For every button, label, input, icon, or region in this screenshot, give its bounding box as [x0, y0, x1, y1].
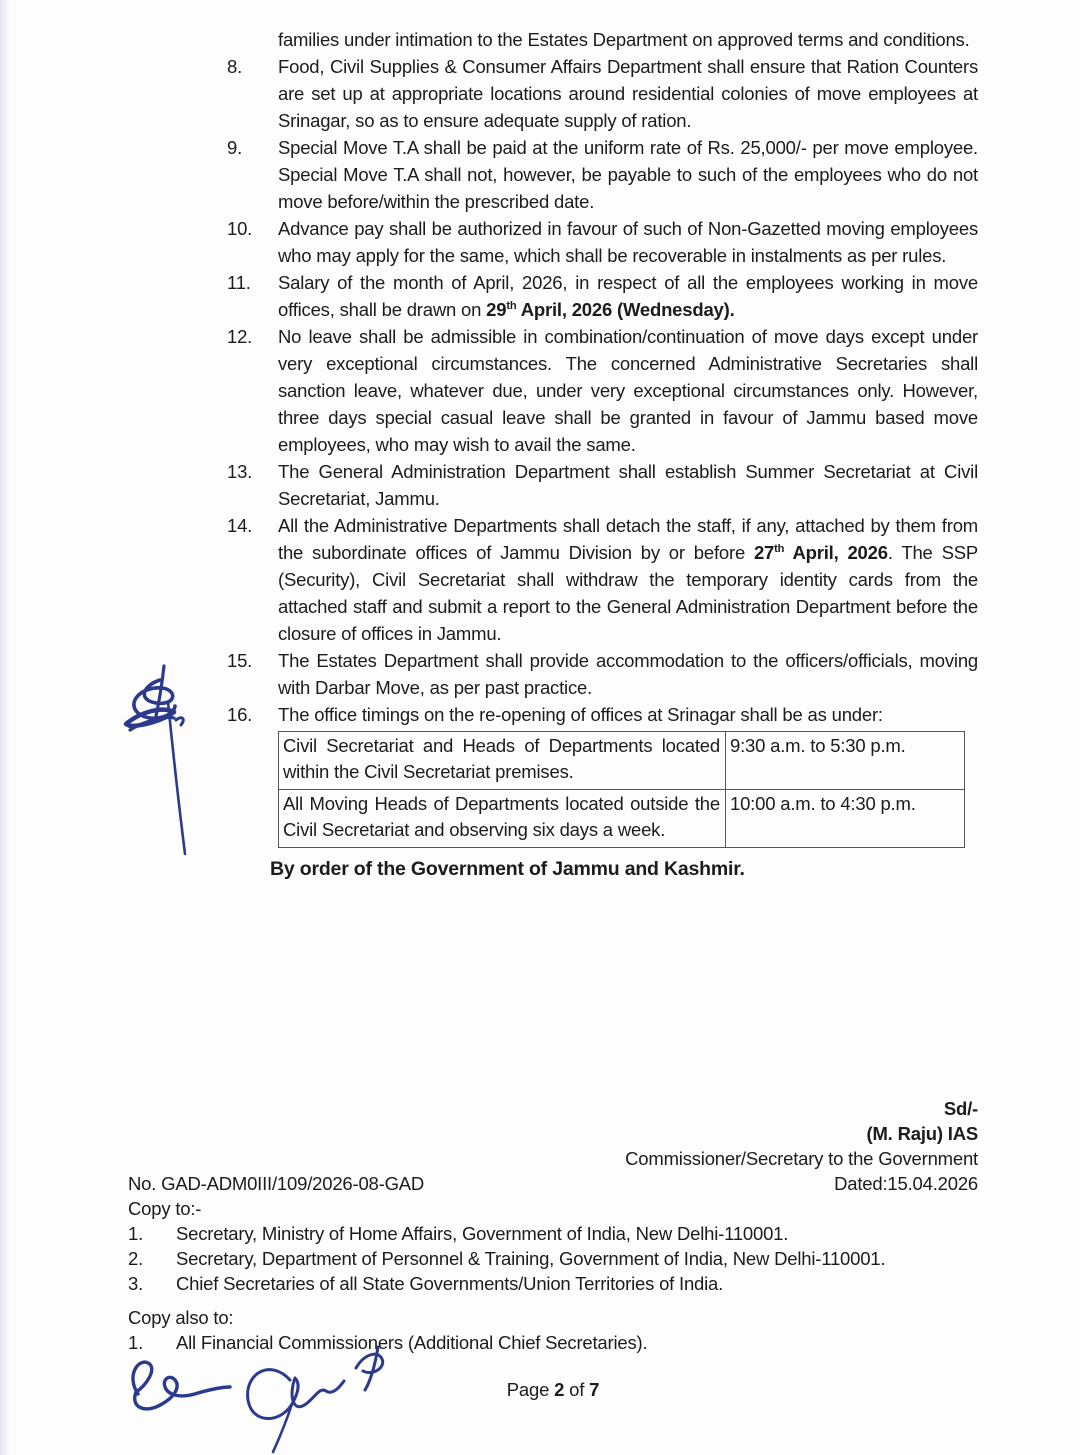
text-run: All the Administrative Departments shall detach the staff, if any, attached by them from the subordinate offices of Jammu Division by or before [278, 515, 978, 563]
text-run: Food, Civil Supplies & Consumer Affairs Department shall ensure that Ration Counters are set up at appropriate locations around residential colonies of move employees at Srinagar, so as to ensure adequate supply of ration. [278, 56, 978, 131]
signatory-name: (M. Raju) IAS [866, 1123, 978, 1144]
copy-item-number: 3. [128, 1273, 144, 1294]
margin-ink-signature [112, 658, 222, 868]
copy-item-text: Secretary, Department of Personnel & Training, Government of India, New Delhi-110001. [176, 1248, 886, 1269]
list-item [227, 647, 980, 701]
copy-item-text: All Financial Commissioners (Additional Chief Secretaries). [176, 1332, 648, 1353]
text-run: th [774, 542, 785, 555]
office-timings-table [278, 731, 965, 848]
list-item-number: 15. [227, 650, 253, 671]
text-run: 27 [753, 542, 775, 563]
text-run: April, 2026 [784, 542, 888, 563]
list-item-number: 13. [227, 461, 253, 482]
list-item-text [278, 134, 978, 215]
timing-hours-cell: 10:00 a.m. to 4:30 p.m. [726, 790, 965, 848]
dated-line: Dated:15.04.2026 [834, 1173, 978, 1194]
copy-list-item [128, 1246, 978, 1271]
list-item [227, 512, 980, 647]
page-number-text [507, 1379, 599, 1400]
list-item [227, 215, 980, 269]
list-item [227, 53, 980, 134]
copy-item-number: 1. [128, 1223, 144, 1244]
text-run: April, 2026 (Wednesday). [516, 299, 735, 320]
list-item-text [278, 512, 978, 647]
table-row [279, 790, 965, 848]
copy-item-number: 1. [128, 1332, 144, 1353]
list-item-number: 8. [227, 56, 243, 77]
list-item-number: 9. [227, 137, 243, 158]
signatory-designation: Commissioner/Secretary to the Government [625, 1148, 978, 1169]
list-item [227, 134, 980, 215]
list-item-text [278, 323, 978, 458]
list-item-text [278, 53, 978, 134]
document-body [227, 26, 980, 883]
text-run: 7 [589, 1379, 600, 1400]
reference-number: No. GAD-ADM0III/109/2026-08-GAD [128, 1173, 425, 1194]
list-item-number: 12. [227, 326, 253, 347]
copy-to-list [128, 1221, 978, 1296]
list-item [227, 701, 980, 848]
timing-scope-cell: All Moving Heads of Departments located outside the Civil Secretariat and observing six days a week. [279, 790, 726, 848]
text-run: Special Move T.A shall be paid at the uniform rate of Rs. 25,000/- per move employee. Special Move T.A shall not, however, be payable to such of the employees who do not move before/within the prescribed date. [278, 137, 978, 212]
text-run: Page [506, 1379, 555, 1400]
table-row [279, 732, 965, 790]
text-run: Salary of the month of April, 2026, in respect of all the employees working in move offices, shall be drawn on [278, 272, 978, 320]
text-run: The office timings on the re-opening of offices at Srinagar shall be as under: [278, 704, 883, 725]
text-run: Advance pay shall be authorized in favour of such of Non-Gazetted moving employees who may apply for the same, which shall be recoverable in instalments as per rules. [278, 218, 978, 266]
list-item-number: 14. [227, 515, 253, 536]
copy-to-heading: Copy to:- [128, 1198, 202, 1219]
timing-hours-cell: 9:30 a.m. to 5:30 p.m. [726, 732, 965, 790]
paragraph-continuation: families under intimation to the Estates Department on approved terms and conditions. [278, 29, 970, 50]
text-run: 2 [554, 1379, 565, 1400]
list-item [227, 458, 980, 512]
numbered-list [227, 53, 980, 848]
list-item-text [278, 647, 978, 701]
text-run: th [506, 299, 517, 312]
list-item-number: 11. [227, 272, 251, 293]
text-run: . The SSP (Security), Civil Secretariat shall withdraw the temporary identity cards from the attached staff and submit a report to the General Administration Department before the closure of offices in Jammu. [278, 542, 978, 644]
list-item-text [278, 701, 978, 848]
copy-also-heading: Copy also to: [128, 1307, 234, 1328]
text-run: No leave shall be admissible in combination/continuation of move days except under very exceptional circumstances. The concerned Administrative Secretaries shall sanction leave, whatever due, under very exceptional circumstances only. However, three days special casual leave shall be granted in favour of Jammu based move employees, who may wish to avail the same. [278, 326, 978, 455]
text-run: of [564, 1379, 590, 1400]
copy-item-text: Secretary, Ministry of Home Affairs, Government of India, New Delhi-110001. [176, 1223, 789, 1244]
list-item-number: 16. [227, 704, 253, 725]
list-item-number: 10. [227, 218, 253, 239]
by-order-line: By order of the Government of Jammu and Kashmir. [270, 858, 745, 880]
sd-line: Sd/- [943, 1098, 978, 1119]
copy-item-text: Chief Secretaries of all State Governments/Union Territories of India. [176, 1273, 724, 1294]
text-run: The Estates Department shall provide accommodation to the officers/officials, moving with Darbar Move, as per past practice. [278, 650, 978, 698]
text-run: 29 [486, 299, 507, 320]
list-item-text [278, 215, 978, 269]
copy-item-number: 2. [128, 1248, 144, 1269]
copy-list-item [128, 1271, 978, 1296]
list-item [227, 323, 980, 458]
scan-edge-shadow [0, 0, 10, 1455]
copy-list-item [128, 1221, 978, 1246]
bottom-ink-signature [228, 1338, 438, 1455]
list-item-text [278, 458, 978, 512]
list-item [227, 269, 980, 323]
reference-row [128, 1171, 978, 1196]
timing-scope-cell: Civil Secretariat and Heads of Departments located within the Civil Secretariat premises. [279, 732, 726, 790]
list-item-text [278, 269, 978, 323]
text-run: The General Administration Department shall establish Summer Secretariat at Civil Secretariat, Jammu. [278, 461, 978, 509]
